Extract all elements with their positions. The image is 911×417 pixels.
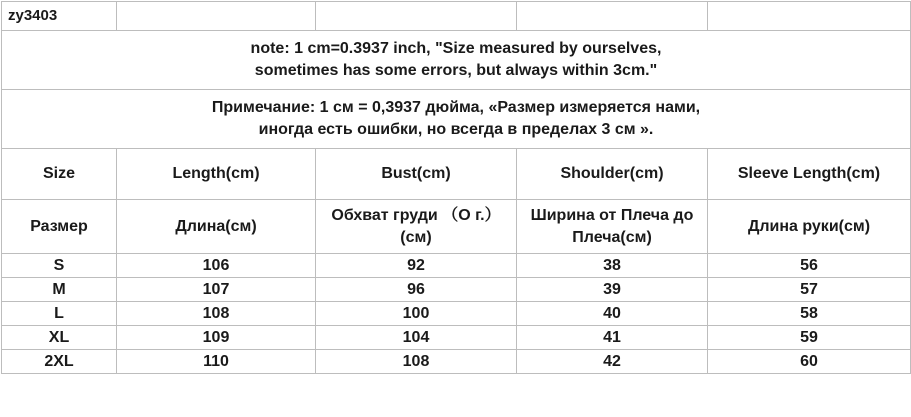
note-en-line-2: sometimes has some errors, but always within 3cm." — [254, 62, 658, 79]
note-ru-row — [2, 90, 911, 149]
header-shoulder-ru: Ширина от Плеча до Плеча(см) — [517, 200, 708, 254]
shoulder-cell: 42 — [517, 350, 708, 374]
shoulder-cell: 38 — [517, 254, 708, 278]
length-cell: 110 — [117, 350, 316, 374]
bust-cell: 96 — [316, 278, 517, 302]
sleeve-cell: 56 — [708, 254, 911, 278]
size-cell: XL — [2, 326, 117, 350]
note-en-row — [2, 31, 911, 90]
length-cell: 108 — [117, 302, 316, 326]
bust-cell: 100 — [316, 302, 517, 326]
table-row — [2, 350, 911, 374]
sleeve-cell: 59 — [708, 326, 911, 350]
header-row-en — [2, 149, 911, 200]
table-row — [2, 254, 911, 278]
empty-cell — [708, 2, 911, 31]
size-cell: L — [2, 302, 117, 326]
header-size-ru: Размер — [2, 200, 117, 254]
shoulder-cell: 41 — [517, 326, 708, 350]
sleeve-cell: 58 — [708, 302, 911, 326]
product-code: zy3403 — [2, 2, 117, 31]
note-ru-line-1: Примечание: 1 см = 0,3937 дюйма, «Размер измеряется нами, — [211, 99, 701, 116]
header-shoulder: Shoulder(cm) — [517, 149, 708, 200]
length-cell: 106 — [117, 254, 316, 278]
table-row — [2, 302, 911, 326]
size-chart — [0, 1, 911, 417]
empty-cell — [517, 2, 708, 31]
length-cell: 109 — [117, 326, 316, 350]
size-cell: S — [2, 254, 117, 278]
table-row — [2, 278, 911, 302]
header-length-ru: Длина(см) — [117, 200, 316, 254]
header-bust-ru: Обхват груди （О г.）(см) — [316, 200, 517, 254]
bust-cell: 104 — [316, 326, 517, 350]
shoulder-cell: 39 — [517, 278, 708, 302]
code-row — [2, 2, 911, 31]
note-en — [2, 31, 911, 90]
sleeve-cell: 57 — [708, 278, 911, 302]
header-sleeve-length-ru: Длина руки(см) — [708, 200, 911, 254]
bust-cell: 108 — [316, 350, 517, 374]
header-row-ru — [2, 200, 911, 254]
header-size: Size — [2, 149, 117, 200]
empty-cell — [316, 2, 517, 31]
size-cell: 2XL — [2, 350, 117, 374]
bust-cell: 92 — [316, 254, 517, 278]
table-row — [2, 326, 911, 350]
size-cell: M — [2, 278, 117, 302]
header-bust: Bust(cm) — [316, 149, 517, 200]
header-length: Length(cm) — [117, 149, 316, 200]
empty-cell — [117, 2, 316, 31]
size-table — [1, 1, 911, 374]
header-sleeve-length: Sleeve Length(cm) — [708, 149, 911, 200]
note-ru — [2, 90, 911, 149]
note-en-line-1: note: 1 cm=0.3937 inch, "Size measured by ourselves, — [250, 40, 662, 57]
note-ru-line-2: иногда есть ошибки, но всегда в пределах 3 см ». — [258, 121, 654, 138]
length-cell: 107 — [117, 278, 316, 302]
shoulder-cell: 40 — [517, 302, 708, 326]
sleeve-cell: 60 — [708, 350, 911, 374]
